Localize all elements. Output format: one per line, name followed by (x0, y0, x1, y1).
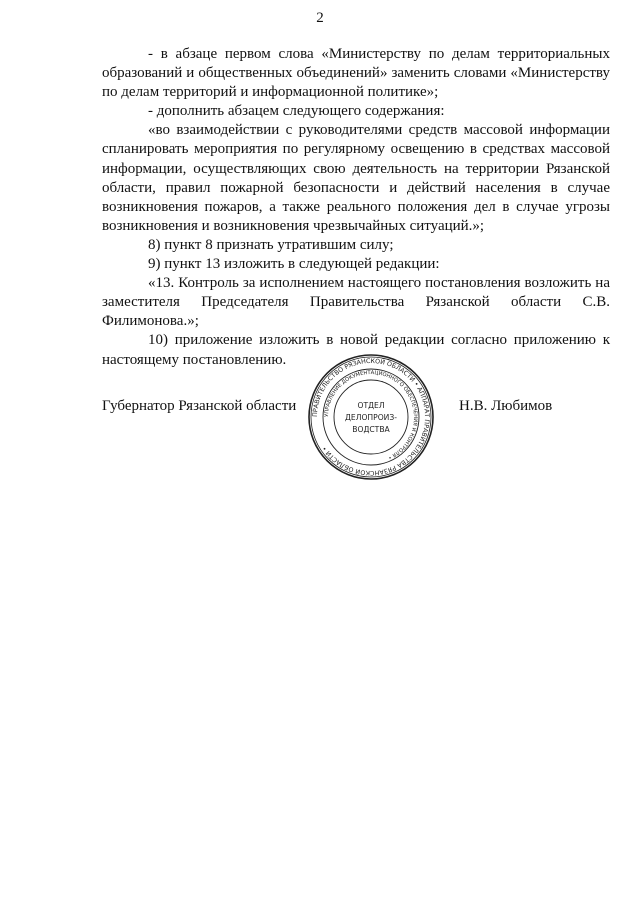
paragraph-point-8: 8) пункт 8 признать утратившим силу; (148, 236, 394, 253)
stamp-center-line-2: ДЕЛОПРОИЗ- (345, 413, 397, 422)
official-stamp (306, 352, 436, 482)
signatory-name: Н.В. Любимов (459, 398, 553, 414)
document-body (102, 45, 610, 370)
paragraph-point-13: 9) пункт 13 изложить в следующей редакции: (148, 256, 440, 273)
stamp-outer-ring-text: ПРАВИТЕЛЬСТВО РЯЗАНСКОЙ ОБЛАСТИ • АППАРАТ ПРАВИТЕЛЬСТВА РЯЗАНСКОЙ ОБЛАСТИ • (311, 357, 431, 477)
page-number: 2 (316, 10, 324, 26)
paragraph-point-13-text: «13. Контроль за исполнением настоящего постановления возложить на заместителя Председателя Правительства Рязанской области С.В. Филимонова.»; (102, 275, 610, 330)
paragraph-new-clause-text: «во взаимодействии с руководителями средств массовой информации спланировать мероприятия по регулярному освещению в средствах массовой информации, осуществляющих свою деятельность на территории Рязанской области, правил пожарной безопасности и действий населения в случае возникновения пожаров, а также реального положения дел в случае угрозы возникновения и возникновения чрезвычайных ситуаций.»; (102, 122, 610, 234)
stamp-seal-graphic (306, 352, 436, 482)
stamp-center-line-1: ОТДЕЛ (357, 401, 385, 410)
paragraph-add-clause: - дополнить абзацем следующего содержания: (148, 103, 445, 120)
stamp-center-line-3: ВОДСТВА (352, 425, 390, 434)
stamp-inner-ring-text: УПРАВЛЕНИЕ ДОКУМЕНТАЦИОННОГО ОБЕСПЕЧЕНИЯ И КОНТРОЛЯ • (323, 369, 419, 461)
paragraph-appendix: 10) приложение изложить в новой редакции согласно приложению к настоящему постановлению. (102, 332, 610, 368)
paragraph-amendment-words: - в абзаце первом слова «Министерству по делам территориальных образований и общественных объединений» заменить словами «Министерству по делам территорий и информационной политике»; (102, 46, 610, 101)
signatory-title: Губернатор Рязанской области (102, 398, 297, 414)
